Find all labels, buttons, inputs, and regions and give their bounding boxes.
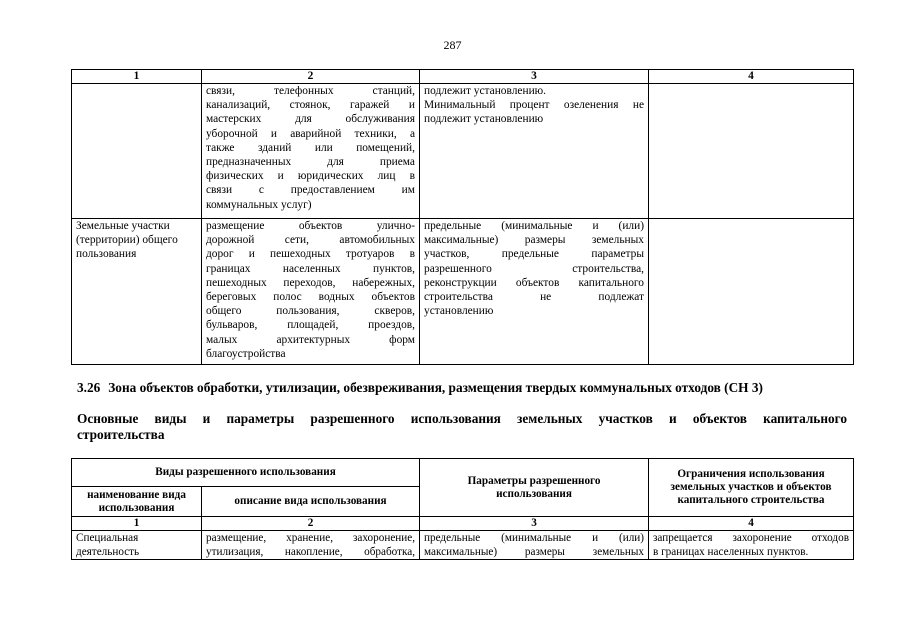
use-name-cell bbox=[72, 84, 202, 219]
text-line: в границах населенных пунктов. bbox=[653, 546, 809, 559]
text-line: дорожной сети, автомобильных bbox=[206, 234, 415, 247]
text-line: установлению bbox=[424, 305, 494, 318]
heading-line: Основные виды и параметры разрешенного использования земельных участков и объектов капитального bbox=[77, 411, 847, 426]
text-line: подлежит установлению. bbox=[424, 85, 547, 97]
restrictions-cell bbox=[649, 219, 854, 365]
section-number: 3.26 bbox=[77, 380, 101, 395]
text-line: размещение, хранение, захоронение, bbox=[206, 532, 416, 544]
header-line: земельных участков и объектов bbox=[670, 481, 832, 493]
header-line: Ограничения использования bbox=[677, 468, 825, 480]
text-line: подлежит установлению bbox=[424, 113, 544, 126]
column-number: 4 bbox=[649, 517, 854, 531]
text-line: также зданий или помещений, bbox=[206, 141, 415, 154]
params-cell bbox=[420, 531, 649, 560]
use-description-cell bbox=[202, 531, 420, 560]
text-line: канализаций, стоянок, гаражей и bbox=[206, 99, 415, 112]
text-line: деятельность bbox=[76, 546, 140, 559]
text-line: предназначенных для приема bbox=[206, 156, 415, 169]
use-name-cell bbox=[72, 219, 202, 365]
header-line: наименование вида bbox=[87, 488, 186, 501]
restrictions-cell bbox=[649, 84, 854, 219]
text-line: мастерских для обслуживания bbox=[206, 113, 415, 126]
text-line: (территории) общего bbox=[76, 234, 178, 247]
column-number-row bbox=[72, 517, 854, 531]
text-line: разрешенного строительства, bbox=[424, 262, 644, 275]
column-number: 2 bbox=[202, 70, 420, 84]
text-line: общего пользования, скверов, bbox=[206, 305, 415, 318]
params-cell bbox=[420, 84, 649, 219]
text-line: уборочной и аварийной техники, а bbox=[206, 127, 415, 140]
text-line: реконструкции объектов капитального bbox=[424, 276, 644, 289]
header-line: использования bbox=[98, 501, 175, 514]
text-line: пешеходных переходов, набережных, bbox=[206, 276, 415, 289]
section-heading bbox=[77, 380, 763, 396]
header-description-cell: описание вида использования bbox=[202, 487, 420, 517]
restrictions-cell bbox=[649, 531, 854, 560]
text-line: Земельные участки bbox=[76, 220, 170, 232]
text-line: бульваров, площадей, проездов, bbox=[206, 319, 415, 332]
column-number: 2 bbox=[202, 517, 420, 531]
text-line: Минимальный процент озеленения не bbox=[424, 99, 644, 112]
header-params-cell bbox=[420, 459, 649, 517]
text-line: размещение объектов улично- bbox=[206, 220, 415, 232]
use-name-cell bbox=[72, 531, 202, 560]
section-title: Зона объектов обработки, утилизации, обезвреживания, размещения твердых коммунальных отходов (СН 3) bbox=[108, 380, 763, 395]
use-description-cell bbox=[202, 219, 420, 365]
text-line: связи, телефонных станций, bbox=[206, 85, 415, 97]
text-line: строительства не подлежат bbox=[424, 291, 644, 304]
text-line: пользования bbox=[76, 248, 137, 261]
text-line: дорог и пешеходных тротуаров в bbox=[206, 248, 415, 261]
column-number: 3 bbox=[420, 517, 649, 531]
table-row bbox=[72, 531, 854, 560]
table-row bbox=[72, 84, 854, 219]
text-line: физических и юридических лиц в bbox=[206, 170, 415, 183]
use-description-cell bbox=[202, 84, 420, 219]
column-number: 4 bbox=[649, 70, 854, 84]
header-restrictions-cell bbox=[649, 459, 854, 517]
land-use-table bbox=[71, 458, 854, 560]
text-line: предельные (минимальные и (или) bbox=[424, 220, 644, 232]
text-line: границах населенных пунктов, bbox=[206, 262, 415, 275]
text-line: связи с предоставлением им bbox=[206, 184, 415, 197]
page-number: 287 bbox=[443, 38, 462, 52]
header-line: Параметры разрешенного bbox=[467, 474, 601, 487]
text-line: максимальные) размеры земельных bbox=[424, 546, 645, 559]
text-line: Специальная bbox=[76, 532, 139, 544]
column-number: 1 bbox=[72, 517, 202, 531]
params-cell bbox=[420, 219, 649, 365]
text-line: благоустройства bbox=[206, 347, 286, 360]
text-line: береговых полос водных объектов bbox=[206, 291, 415, 304]
header-name-cell bbox=[72, 487, 202, 517]
column-number: 3 bbox=[420, 70, 649, 84]
text-line: предельные (минимальные и (или) bbox=[424, 532, 645, 544]
header-line: капитального строительства bbox=[677, 494, 825, 506]
heading-line: строительства bbox=[77, 427, 165, 442]
text-line: запрещается захоронение отходов bbox=[653, 532, 850, 544]
column-number: 1 bbox=[72, 70, 202, 84]
land-use-table-continued bbox=[71, 69, 854, 365]
text-line: малых архитектурных форм bbox=[206, 333, 415, 346]
text-line: коммунальных услуг) bbox=[206, 198, 312, 211]
table-row bbox=[72, 219, 854, 365]
text-line: утилизация, накопление, обработка, bbox=[206, 546, 416, 559]
main-heading bbox=[77, 411, 847, 443]
header-line: использования bbox=[496, 487, 572, 500]
text-line: участков, предельные параметры bbox=[424, 248, 644, 261]
text-line: максимальные) размеры земельных bbox=[424, 234, 644, 247]
header-group-cell: Виды разрешенного использования bbox=[72, 459, 420, 487]
column-number-row bbox=[72, 70, 854, 84]
table-header-row bbox=[72, 459, 854, 487]
